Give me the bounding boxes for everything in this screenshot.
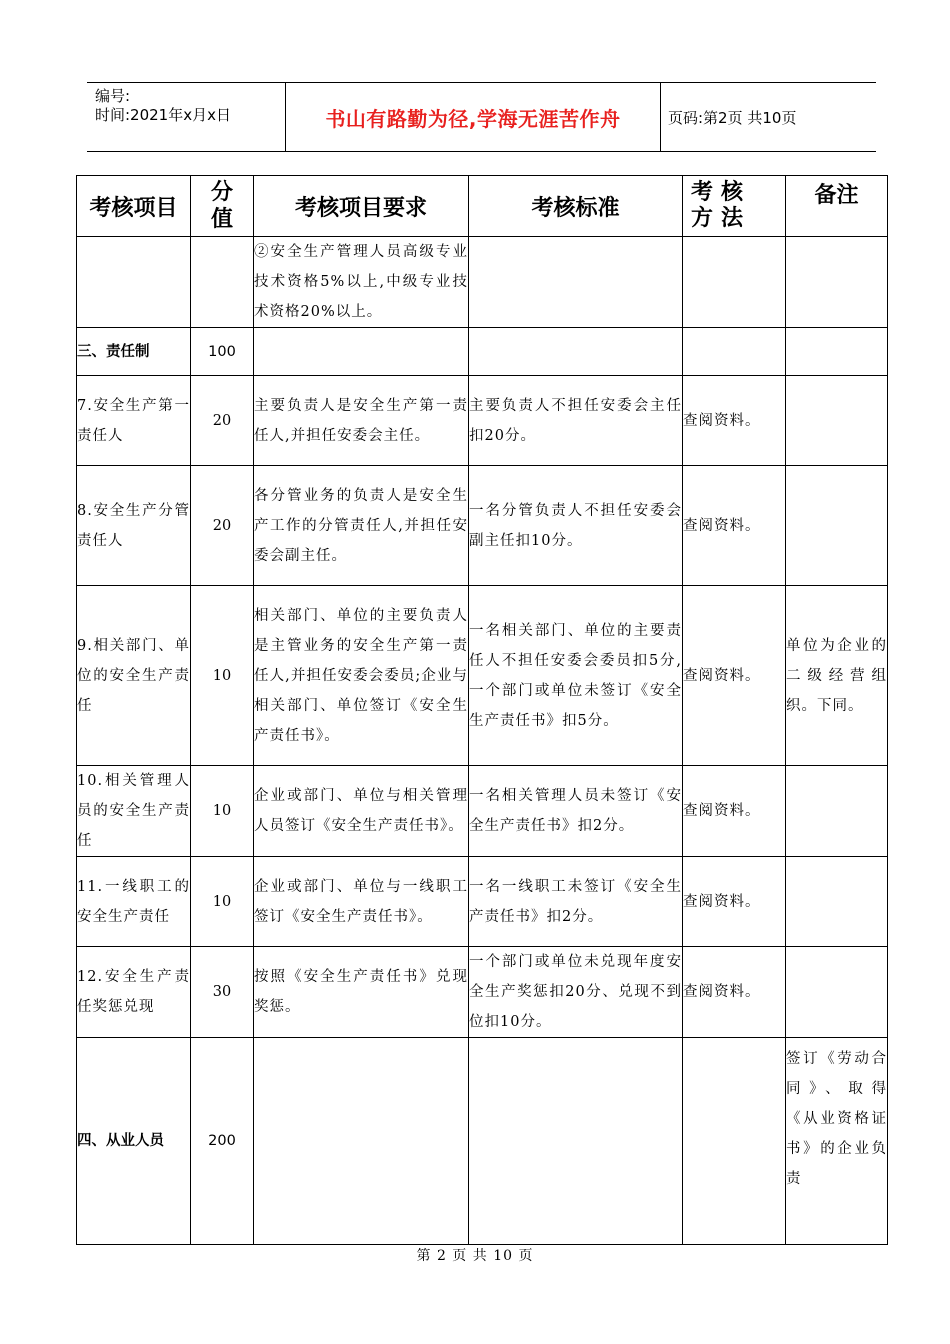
cell-note xyxy=(786,237,888,328)
cell-note xyxy=(786,376,888,466)
cell-standard xyxy=(469,328,683,376)
header-meta xyxy=(87,83,285,151)
cell-score: 200 xyxy=(191,1038,254,1245)
cell-note xyxy=(786,328,888,376)
cell-method xyxy=(683,328,786,376)
cell-score: 10 xyxy=(191,586,254,766)
cell-requirement: 相关部门、单位的主要负责人是主管业务的安全生产第一责任人,并担任安委会委员;企业与相关部门、单位签订《安全生产责任书》。 xyxy=(254,586,469,766)
cell-item: 12.安全生产责任奖惩兑现 xyxy=(77,947,191,1038)
table-row xyxy=(77,1038,888,1245)
document-time-label: 时间:2021年x月x日 xyxy=(95,106,231,124)
table-row xyxy=(77,857,888,947)
cell-item: 8.安全生产分管责任人 xyxy=(77,466,191,586)
cell-score: 20 xyxy=(191,376,254,466)
document-number-label: 编号: xyxy=(95,87,131,105)
cell-standard: 一名一线职工未签订《安全生产责任书》扣2分。 xyxy=(469,857,683,947)
cell-item xyxy=(77,237,191,328)
cell-requirement xyxy=(254,328,469,376)
page-footer: 第 2 页 共 10 页 xyxy=(416,1248,534,1264)
cell-score: 10 xyxy=(191,857,254,947)
cell-requirement: 主要负责人是安全生产第一责任人,并担任安委会主任。 xyxy=(254,376,469,466)
col-header-standard: 考核标准 xyxy=(469,176,683,237)
cell-note: 签订《劳动合同》、取得《从业资格证书》的企业负责 xyxy=(786,1038,888,1245)
cell-standard: 一个部门或单位未兑现年度安全生产奖惩扣20分、兑现不到位扣10分。 xyxy=(469,947,683,1038)
table-row xyxy=(77,376,888,466)
cell-standard xyxy=(469,237,683,328)
table-row xyxy=(77,586,888,766)
col-header-score: 分值 xyxy=(191,176,254,237)
cell-note xyxy=(786,947,888,1038)
header-page-info: 页码:第2页 共10页 xyxy=(668,108,797,127)
cell-method: 查阅资料。 xyxy=(683,857,786,947)
cell-item: 10.相关管理人员的安全生产责任 xyxy=(77,766,191,857)
cell-item: 三、责任制 xyxy=(77,328,191,376)
cell-score xyxy=(191,237,254,328)
table-row xyxy=(77,947,888,1038)
cell-method: 查阅资料。 xyxy=(683,766,786,857)
cell-item: 11.一线职工的安全生产责任 xyxy=(77,857,191,947)
cell-item: 7.安全生产第一责任人 xyxy=(77,376,191,466)
cell-method xyxy=(683,1038,786,1245)
cell-note: 单位为企业的二级经营组织。下同。 xyxy=(786,586,888,766)
col-header-method: 考核方法 xyxy=(683,176,786,237)
cell-requirement: 各分管业务的负责人是安全生产工作的分管责任人,并担任安委会副主任。 xyxy=(254,466,469,586)
cell-method: 查阅资料。 xyxy=(683,466,786,586)
cell-method xyxy=(683,237,786,328)
cell-method: 查阅资料。 xyxy=(683,586,786,766)
cell-score: 10 xyxy=(191,766,254,857)
cell-note xyxy=(786,466,888,586)
cell-score: 100 xyxy=(191,328,254,376)
cell-requirement xyxy=(254,1038,469,1245)
cell-note xyxy=(786,857,888,947)
table-header-row xyxy=(77,176,888,237)
cell-requirement: 按照《安全生产责任书》兑现奖惩。 xyxy=(254,947,469,1038)
table-row xyxy=(77,466,888,586)
cell-item: 9.相关部门、单位的安全生产责任 xyxy=(77,586,191,766)
cell-score: 30 xyxy=(191,947,254,1038)
cell-requirement: 企业或部门、单位与一线职工签订《安全生产责任书》。 xyxy=(254,857,469,947)
table-row xyxy=(77,237,888,328)
header-motto: 书山有路勤为径,学海无涯苦作舟 xyxy=(285,83,661,151)
page-header xyxy=(87,82,876,152)
cell-requirement: ②安全生产管理人员高级专业技术资格5%以上,中级专业技术资格20%以上。 xyxy=(254,237,469,328)
cell-standard: 主要负责人不担任安委会主任扣20分。 xyxy=(469,376,683,466)
cell-note xyxy=(786,766,888,857)
cell-standard: 一名分管负责人不担任安委会副主任扣10分。 xyxy=(469,466,683,586)
cell-score: 20 xyxy=(191,466,254,586)
col-header-note: 备注 xyxy=(786,176,888,237)
cell-method: 查阅资料。 xyxy=(683,947,786,1038)
table-row xyxy=(77,328,888,376)
cell-method: 查阅资料。 xyxy=(683,376,786,466)
table-row xyxy=(77,766,888,857)
cell-standard xyxy=(469,1038,683,1245)
cell-requirement: 企业或部门、单位与相关管理人员签订《安全生产责任书》。 xyxy=(254,766,469,857)
col-header-item: 考核项目 xyxy=(77,176,191,237)
col-header-requirement: 考核项目要求 xyxy=(254,176,469,237)
cell-standard: 一名相关部门、单位的主要责任人不担任安委会委员扣5分,一个部门或单位未签订《安全生产责任书》扣5分。 xyxy=(469,586,683,766)
assessment-table xyxy=(76,175,888,1245)
cell-standard: 一名相关管理人员未签订《安全生产责任书》扣2分。 xyxy=(469,766,683,857)
cell-item: 四、从业人员 xyxy=(77,1038,191,1245)
